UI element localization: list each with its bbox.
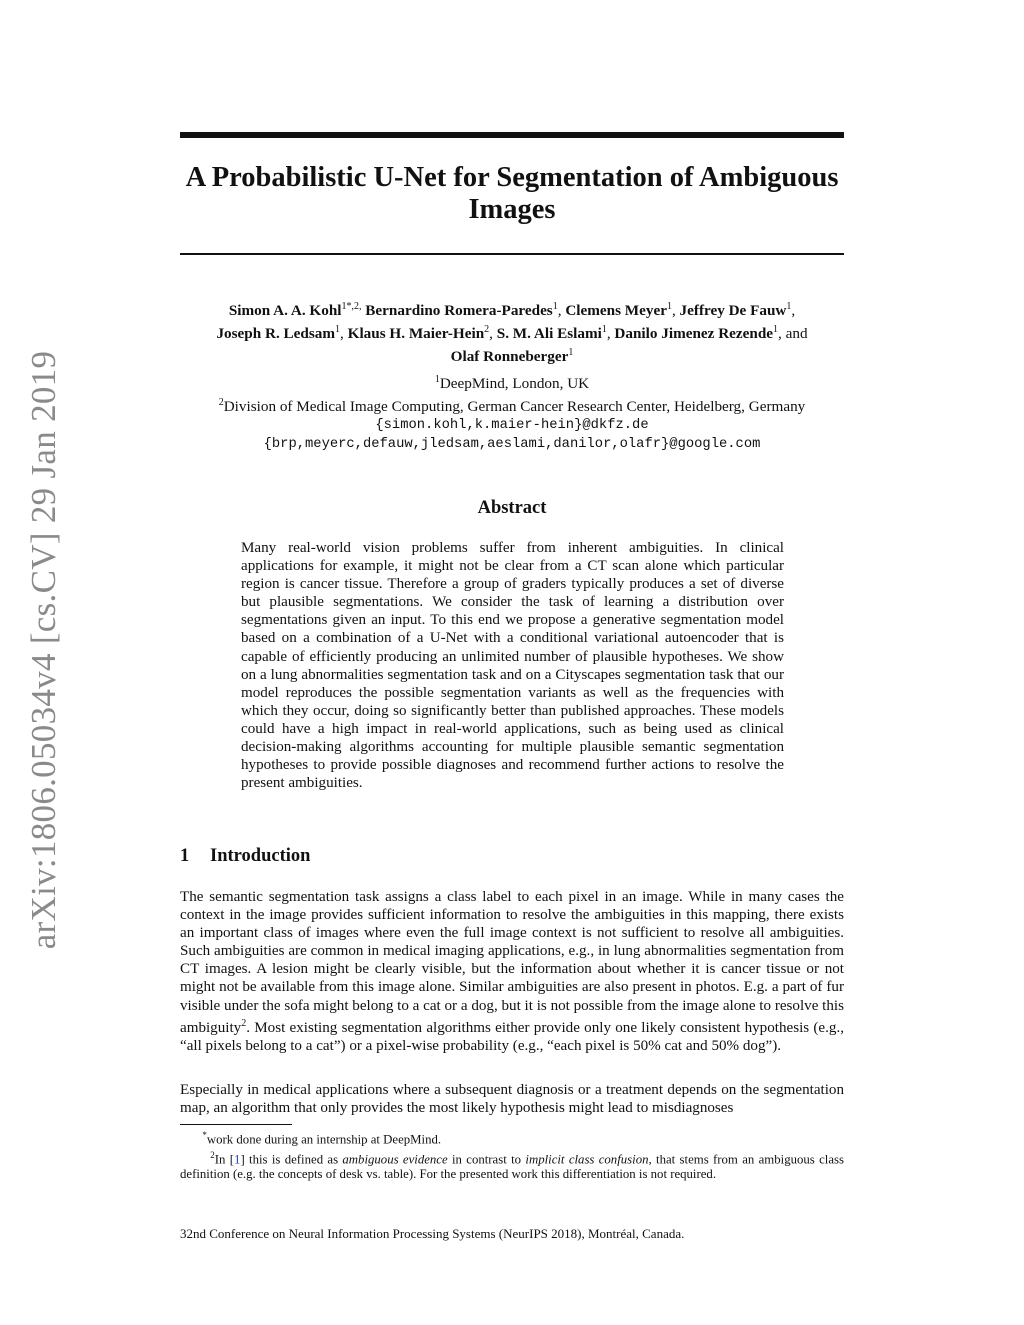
footnote-rule <box>180 1124 292 1125</box>
section-heading-introduction <box>180 846 310 867</box>
affiliations <box>180 370 844 454</box>
intro-paragraph-2: Especially in medical applications where a subsequent diagnosis or a treatment depends on the segmentation map, an algorithm that only provides the most likely hypothesis might lead to misdiagnoses <box>180 1082 844 1117</box>
email-line-2[interactable]: {brp,meyerc,defauw,jledsam,aeslami,danilor,olafr}@google.com <box>263 437 761 453</box>
section-title: Introduction <box>210 846 311 866</box>
footnote-1: *work done during an internship at DeepMind. <box>202 1130 442 1147</box>
arxiv-identifier: arXiv:1806.05034v4 [cs.CV] 29 Jan 2019 <box>24 350 63 950</box>
author-name: Olaf Ronneberger <box>450 348 569 366</box>
footnote-ref-2[interactable]: 2 <box>241 1017 247 1029</box>
author-list: Simon A. A. Kohl$^{1*,2,}$ Bernardino Romera-Paredes$^1$, Clemens Meyer$^1$, Jeffrey De Fauw$^1$, Joseph R. Ledsam$^1$, Klaus H. Maier-Hein$^2$, S. M. Ali Eslami$^1$, Danilo Jimenez Rezende$^1$, and Olaf Ronneberger$^1$ <box>216 301 808 366</box>
abstract-body: Many real-world vision problems suffer from inherent ambiguities. In clinical applications for example, it might not be clear from a CT scan alone which particular region is cancer tissue. Therefore a group of graders typically produces a set of diverse but plausible segmentations. We consider the task of learning a distribution over segmentations given an input. To this end we propose a generative segmentation model based on a combination of a U-Net with a conditional variational autoencoder that is capable of efficiently producing an unlimited number of plausible hypotheses. We show on a lung abnormalities segmentation task and on a Cityscapes segmentation task that our model reproduces the possible segmentation variants as well as the frequencies with which they occur, doing so significantly better than published approaches. These models could have a high impact in real-world applications, such as being used as clinical decision-making algorithms accounting for multiple plausible semantic segmentation hypotheses to provide possible diagnoses and recommend further actions to resolve the present ambiguities. <box>241 540 784 792</box>
author-name: S. M. Ali Eslami <box>496 325 602 343</box>
section-number: 1 <box>180 846 190 866</box>
footnotes <box>180 1128 844 1183</box>
title-bottom-rule <box>180 253 844 255</box>
citation-link[interactable]: 1 <box>234 1151 241 1166</box>
author-name: Joseph R. Ledsam <box>216 325 336 343</box>
author-name: Clemens Meyer <box>565 302 667 320</box>
author-name: Danilo Jimenez Rezende <box>614 325 774 343</box>
email-line-1[interactable]: {simon.kohl,k.maier-hein}@dkfz.de <box>375 418 649 434</box>
author-name: Jeffrey De Fauw <box>679 302 787 320</box>
author-name: Simon A. A. Kohl <box>228 302 342 320</box>
author-name: Klaus H. Maier-Hein <box>347 325 485 343</box>
footnote-2: $^2$In [1] this is defined as ambiguous evidence in contrast to implicit class confusion, that stems from an ambiguous class definition (e.g. the concepts of desk vs. table). For the presented work this differentiation is not required. <box>180 1149 844 1182</box>
intro-paragraph-1: The semantic segmentation task assigns a class label to each pixel in an image. While in many cases the context in the image provides sufficient information to resolve the ambiguities in this mapping, there exists an important class of images where even the full image context is not sufficient to resolve all ambiguities. Such ambiguities are common in medical imaging applications, e.g., in lung abnormalities segmentation from CT images. A lesion might be clearly visible, but the information about whether it is cancer tissue or not might not be available from this image alone. Similar ambiguities are also present in photos. E.g. a part of fur visible under the sofa might belong to a cat or a dog, but it is not possible from the image alone to resolve this ambiguity$^2$. Most existing segmentation algorithms either provide only one likely consistent hypothesis (e.g., “all pixels belong to a cat”) or a pixel-wise probability (e.g., “each pixel is 50% cat and 50% dog”). <box>180 889 844 1054</box>
paper-title: A Probabilistic U-Net for Segmentation of Ambiguous Images <box>185 162 839 225</box>
affiliation-1: $^1$DeepMind, London, UK <box>434 374 590 393</box>
affiliation-2: $^2$Division of Medical Image Computing, German Cancer Research Center, Heidelberg, Germany <box>218 397 806 416</box>
author-conjunction: and <box>785 325 808 343</box>
title-top-rule <box>180 132 844 138</box>
arxiv-side-stamp <box>14 350 74 950</box>
conference-footer: 32nd Conference on Neural Information Processing Systems (NeurIPS 2018), Montréal, Canada. <box>180 1226 685 1241</box>
author-name: Bernardino Romera-Paredes <box>365 302 553 320</box>
abstract-heading: Abstract <box>477 498 547 518</box>
